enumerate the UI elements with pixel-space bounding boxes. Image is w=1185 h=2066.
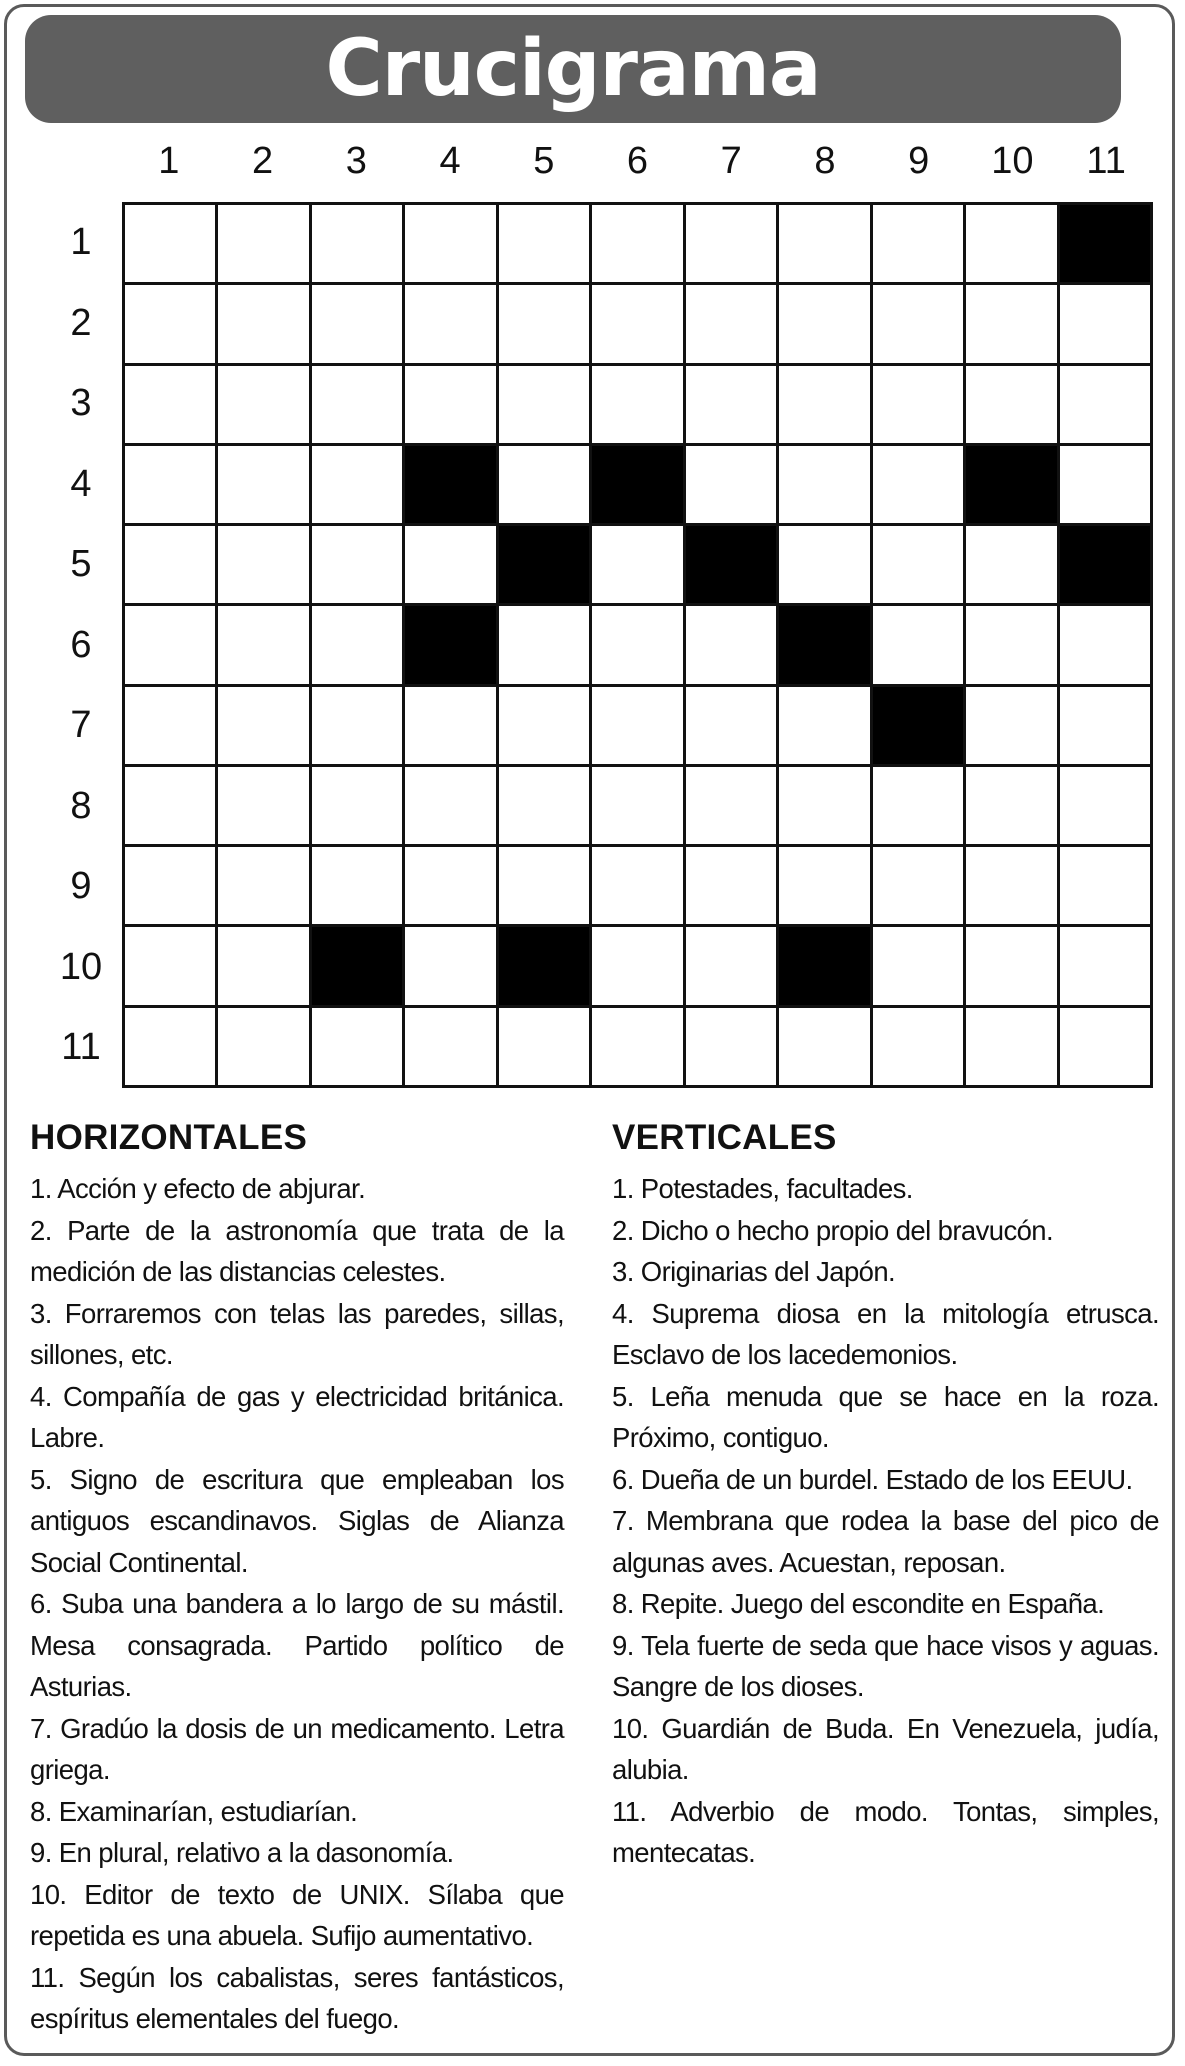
grid-cell[interactable] (592, 366, 682, 443)
row-number: 3 (70, 382, 92, 425)
grid-cell[interactable] (312, 606, 402, 683)
clue-item: 4. Compañía de gas y electricidad británica. Labre. (30, 1380, 564, 1453)
column-number: 9 (908, 140, 930, 182)
clue-item: 10. Guardián de Buda. En Venezuela, judía, alubia. (612, 1712, 1159, 1785)
clue-item: 4. Suprema diosa en la mitología etrusca. Esclavo de los lacedemonios. (612, 1297, 1159, 1370)
grid-cell[interactable] (686, 1008, 776, 1085)
grid-cell[interactable] (125, 606, 215, 683)
clue-item: 1. Acción y efecto de abjurar. (30, 1173, 366, 1204)
grid-cell[interactable] (405, 767, 495, 844)
clue-item: 8. Examinarían, estudiarían. (30, 1795, 358, 1827)
grid-cell[interactable] (499, 767, 589, 844)
black-cell (405, 606, 495, 683)
grid-cell[interactable] (1060, 767, 1150, 844)
grid-cell[interactable] (592, 847, 682, 924)
grid-cell[interactable] (873, 446, 963, 523)
grid-cell[interactable] (873, 285, 963, 362)
grid-cell[interactable] (405, 847, 495, 924)
grid-cell[interactable] (592, 285, 682, 362)
grid-cell[interactable] (592, 927, 682, 1004)
grid-cell[interactable] (592, 526, 682, 603)
grid-cell[interactable] (125, 687, 215, 764)
grid-cell[interactable] (125, 927, 215, 1004)
grid-cell[interactable] (125, 366, 215, 443)
grid-cell[interactable] (218, 687, 308, 764)
grid-cell[interactable] (873, 526, 963, 603)
grid-cell[interactable] (686, 687, 776, 764)
grid-cell[interactable] (966, 1008, 1056, 1085)
clue-item: 2. Parte de la astronomía que trata de la medición de las distancias celestes. (30, 1214, 564, 1287)
column-number: 3 (345, 140, 367, 182)
grid-cell[interactable] (779, 446, 869, 523)
grid-cell[interactable] (779, 687, 869, 764)
clue-item: 7. Gradúo la dosis de un medicamento. Letra griega. (30, 1712, 564, 1785)
grid-cell[interactable] (125, 446, 215, 523)
grid-cell[interactable] (218, 847, 308, 924)
column-number: 8 (814, 140, 836, 182)
grid-cell[interactable] (592, 205, 682, 282)
grid-cell[interactable] (125, 526, 215, 603)
column-number: 7 (720, 140, 742, 182)
grid-cell[interactable] (873, 366, 963, 443)
grid-cell[interactable] (873, 767, 963, 844)
black-cell (405, 446, 495, 523)
black-cell (312, 927, 402, 1004)
grid-cell[interactable] (1060, 927, 1150, 1004)
row-number: 9 (70, 865, 92, 908)
grid-cell[interactable] (1060, 366, 1150, 443)
grid-cell[interactable] (779, 767, 869, 844)
grid-cell[interactable] (312, 767, 402, 844)
black-cell (779, 927, 869, 1004)
clue-item: 1. Potestades, facultades. (612, 1173, 913, 1204)
grid-cell[interactable] (218, 927, 308, 1004)
grid-cell[interactable] (779, 285, 869, 362)
clue-item: 11. Adverbio de modo. Tontas, simples, mentecatas. (612, 1795, 1159, 1868)
grid-cell[interactable] (405, 927, 495, 1004)
title-bar (25, 15, 1121, 123)
row-number: 11 (61, 1026, 101, 1069)
column-number: 5 (533, 140, 555, 182)
grid-cell[interactable] (499, 446, 589, 523)
grid-cell[interactable] (312, 847, 402, 924)
grid-cell[interactable] (218, 767, 308, 844)
grid-cell[interactable] (592, 606, 682, 683)
grid-cell[interactable] (873, 847, 963, 924)
clue-item: 3. Originarias del Japón. (612, 1256, 896, 1287)
grid-cell[interactable] (779, 1008, 869, 1085)
grid-cell[interactable] (499, 366, 589, 443)
clue-item: 7. Membrana que rodea la base del pico de algunas aves. Acuestan, reposan. (612, 1505, 1159, 1578)
black-cell (1060, 526, 1150, 603)
clue-item: 8. Repite. Juego del escondite en España. (612, 1588, 1105, 1619)
clue-item: 10. Editor de texto de UNIX. Sílaba que repetida es una abuela. Sufijo aumentativo. (30, 1878, 564, 1951)
grid-cell[interactable] (218, 1008, 308, 1085)
grid-cell[interactable] (125, 847, 215, 924)
black-cell (499, 927, 589, 1004)
black-cell (499, 526, 589, 603)
grid-cell[interactable] (312, 526, 402, 603)
grid-cell[interactable] (966, 366, 1056, 443)
grid-cell[interactable] (312, 687, 402, 764)
grid-cell[interactable] (125, 1008, 215, 1085)
grid-cell[interactable] (218, 526, 308, 603)
crossword-grid (122, 202, 1153, 1088)
grid-cell[interactable] (499, 687, 589, 764)
grid-cell[interactable] (873, 1008, 963, 1085)
grid-cell[interactable] (499, 1008, 589, 1085)
grid-cell[interactable] (592, 767, 682, 844)
grid-cell[interactable] (499, 285, 589, 362)
row-number: 7 (70, 704, 92, 747)
grid-cell[interactable] (312, 446, 402, 523)
grid-cell[interactable] (686, 285, 776, 362)
row-number: 8 (70, 784, 92, 827)
vertical-clue-list (612, 1168, 1159, 1874)
clue-item: 11. Según los cabalistas, seres fantásticos, espíritus elementales del fuego. (30, 1961, 564, 2034)
grid-cell[interactable] (312, 366, 402, 443)
grid-cell[interactable] (686, 927, 776, 1004)
grid-cell[interactable] (218, 446, 308, 523)
grid-cell[interactable] (592, 687, 682, 764)
grid-cell[interactable] (405, 366, 495, 443)
grid-cell[interactable] (592, 1008, 682, 1085)
grid-cell[interactable] (1060, 285, 1150, 362)
clue-item: 6. Dueña de un burdel. Estado de los EEUU. (612, 1463, 1133, 1495)
clue-item: 2. Dicho o hecho propio del bravucón. (612, 1214, 1054, 1246)
grid-cell[interactable] (405, 285, 495, 362)
black-cell (873, 687, 963, 764)
grid-cell[interactable] (873, 927, 963, 1004)
row-number: 4 (70, 462, 92, 505)
grid-cell[interactable] (1060, 1008, 1150, 1085)
grid-cell[interactable] (966, 767, 1056, 844)
vertical-clues (612, 1118, 1159, 1874)
grid-cell[interactable] (779, 205, 869, 282)
grid-cell[interactable] (1060, 687, 1150, 764)
grid-cell[interactable] (779, 366, 869, 443)
column-number: 6 (626, 140, 649, 182)
grid-cell[interactable] (966, 526, 1056, 603)
black-cell (592, 446, 682, 523)
grid-cell[interactable] (966, 927, 1056, 1004)
grid-cell[interactable] (125, 285, 215, 362)
grid-cell[interactable] (499, 847, 589, 924)
grid-cell[interactable] (686, 606, 776, 683)
grid-cell[interactable] (312, 1008, 402, 1085)
row-number: 10 (59, 945, 103, 988)
row-number: 5 (70, 543, 92, 586)
grid-cell[interactable] (873, 606, 963, 683)
page-title: Crucigrama (325, 24, 821, 114)
column-number: 10 (991, 140, 1034, 182)
grid-cell[interactable] (218, 205, 308, 282)
grid-cell[interactable] (686, 446, 776, 523)
column-number: 1 (158, 140, 180, 182)
grid-cell[interactable] (966, 606, 1056, 683)
grid-cell[interactable] (125, 767, 215, 844)
grid-cell[interactable] (405, 205, 495, 282)
grid-cell[interactable] (686, 847, 776, 924)
horizontal-clues-heading: HORIZONTALES (30, 1118, 308, 1157)
row-number: 1 (70, 221, 92, 263)
column-number: 4 (439, 140, 461, 182)
grid-cell[interactable] (779, 847, 869, 924)
grid-cell[interactable] (218, 366, 308, 443)
grid-cell[interactable] (966, 285, 1056, 362)
grid-cell[interactable] (405, 687, 495, 764)
row-number: 6 (70, 623, 92, 666)
clue-item: 5. Leña menuda que se hace en la roza. Próximo, contiguo. (612, 1380, 1159, 1453)
grid-cell[interactable] (405, 526, 495, 603)
column-number: 11 (1086, 140, 1126, 182)
horizontal-clues (30, 1118, 564, 2040)
grid-cell[interactable] (1060, 446, 1150, 523)
grid-cell[interactable] (218, 285, 308, 362)
grid-cell[interactable] (499, 205, 589, 282)
grid-cell[interactable] (125, 205, 215, 282)
grid-cell[interactable] (966, 847, 1056, 924)
grid-cell[interactable] (686, 767, 776, 844)
grid-cell[interactable] (779, 526, 869, 603)
horizontal-clue-list (30, 1168, 564, 2040)
black-cell (779, 606, 869, 683)
grid-cell[interactable] (686, 366, 776, 443)
clue-item: 9. Tela fuerte de seda que hace visos y aguas. Sangre de los dioses. (612, 1629, 1159, 1702)
grid-cell[interactable] (312, 285, 402, 362)
vertical-clues-heading: VERTICALES (612, 1118, 837, 1157)
clue-item: 6. Suba una bandera a lo largo de su mástil. Mesa consagrada. Partido político de Asturias. (30, 1588, 564, 1702)
grid-cell[interactable] (686, 205, 776, 282)
clue-item: 9. En plural, relativo a la dasonomía. (30, 1837, 454, 1868)
black-cell (686, 526, 776, 603)
grid-cell[interactable] (1060, 606, 1150, 683)
grid-cell[interactable] (312, 205, 402, 282)
grid-cell[interactable] (1060, 847, 1150, 924)
black-cell (1060, 205, 1150, 282)
grid-cell[interactable] (499, 606, 589, 683)
column-number: 2 (252, 140, 274, 182)
grid-cell[interactable] (218, 606, 308, 683)
grid-cell[interactable] (405, 1008, 495, 1085)
clue-item: 3. Forraremos con telas las paredes, sillas, sillones, etc. (30, 1297, 564, 1370)
grid-cell[interactable] (873, 205, 963, 282)
grid-cell[interactable] (966, 205, 1056, 282)
clue-item: 5. Signo de escritura que empleaban los antiguos escandinavos. Siglas de Alianza Social Continental. (30, 1463, 564, 1578)
black-cell (966, 446, 1056, 523)
row-number: 2 (70, 301, 92, 344)
grid-cell[interactable] (966, 687, 1056, 764)
